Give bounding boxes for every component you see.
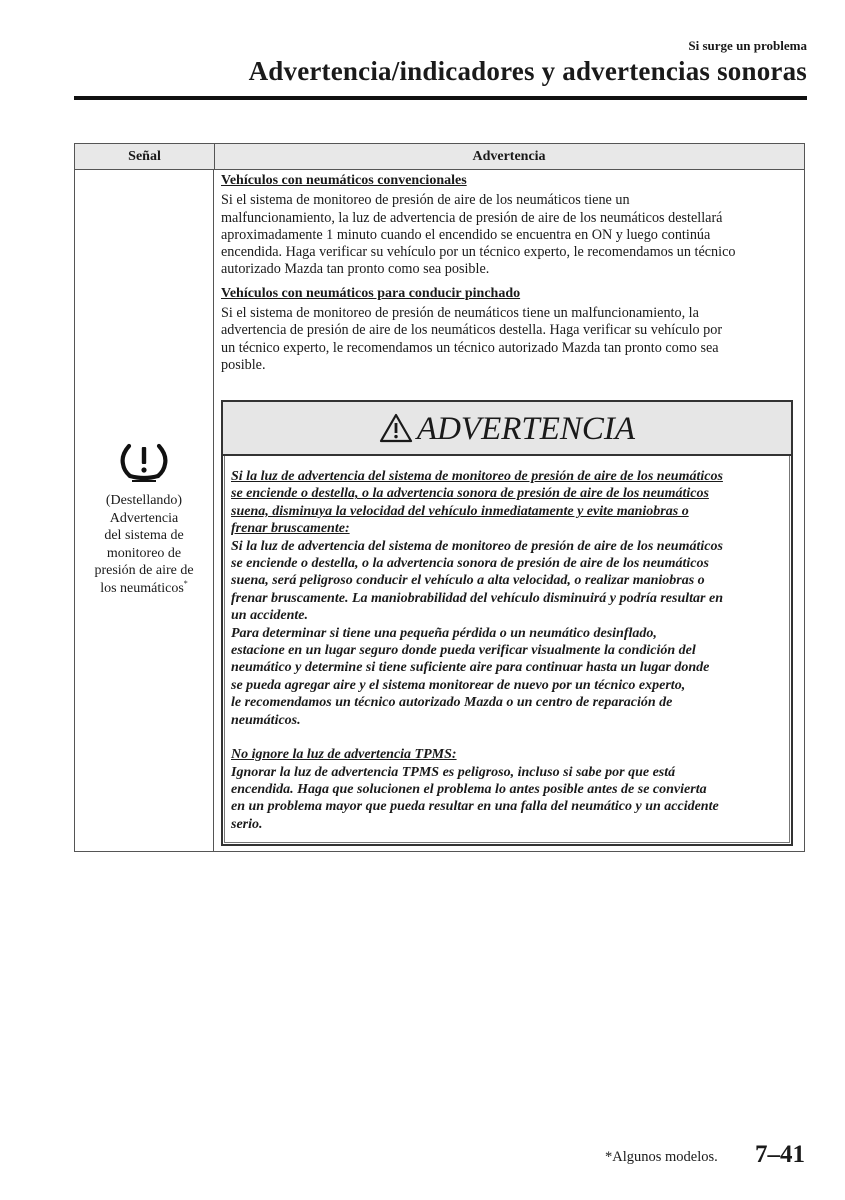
warning-body-line: suena, será peligroso conducir el vehículo a alta velocidad, o realizar maniobras o [231, 573, 705, 589]
warning-box-title [223, 409, 791, 449]
section-label: Si surge un problema [688, 38, 807, 53]
warning-body-line: Para determinar si tiene una pequeña pérdida o un neumático desinflado, [231, 625, 657, 641]
column-divider [213, 169, 214, 851]
warning-body-line: un accidente. [231, 608, 308, 624]
warning-body-line: Si la luz de advertencia del sistema de monitoreo de presión de aire de los neumáticos [231, 538, 723, 554]
paragraph-line: aproximadamente 1 minuto cuando el encendido se encuentra en ON y luego continúa [221, 226, 711, 243]
runflat-heading: Vehículos con neumáticos para conducir pinchado [221, 285, 521, 301]
warning-body-line: neumático y determine si tiene suficiente aire para continuar hasta un lugar donde [231, 660, 710, 676]
warning-body-line: se enciende o destella, o la advertencia sonora de presión de aire de los neumáticos [231, 556, 709, 572]
signal-caption-line [79, 580, 209, 598]
runflat-paragraph [221, 305, 796, 374]
paragraph-line: advertencia de presión de aire de los neumáticos destella. Haga verificar su vehículo por [221, 322, 723, 339]
warning-body-line: le recomendamos un técnico autorizado Mazda o un centro de reparación de [231, 695, 673, 711]
warning-body-line: serio. [231, 816, 263, 832]
warning-body-line: estacione en un lugar seguro donde pueda verificar visualmente la condición del [231, 643, 696, 659]
signal-caption-line: presión de aire de [94, 563, 194, 578]
paragraph-line: Si el sistema de monitoreo de presión de aire de los neumáticos tiene un [221, 192, 630, 209]
paragraph-line: encendida. Haga verificar su vehículo por un técnico experto, le recomendamos un técnico [221, 244, 736, 261]
table-header [75, 144, 804, 170]
page-number: 7–41 [755, 1141, 805, 1168]
warning-title-text: ADVERTENCIA [416, 411, 636, 447]
warning-body-line: encendida. Haga que solucionen el problema lo antes posible antes de se convierta [231, 781, 707, 797]
paragraph-line: un técnico experto, le recomendamos un técnico autorizado Mazda tan pronto como sea [221, 339, 719, 356]
col-header-signal: Señal [75, 144, 215, 169]
footnote-mark: * [183, 578, 188, 588]
warning-heading-line: Si la luz de advertencia del sistema de monitoreo de presión de aire de los neumáticos [231, 469, 723, 484]
tpms-warning-icon [119, 442, 169, 487]
warning-body-line: frenar bruscamente. La maniobrabilidad del vehículo disminuirá y podría resultar en [231, 590, 723, 606]
col-header-warning: Advertencia [472, 149, 546, 164]
signal-caption-line: monitoreo de [106, 545, 182, 561]
signal-caption-line: (Destellando) [105, 493, 183, 508]
signal-cell [75, 169, 213, 851]
warning-triangle-icon [379, 413, 413, 443]
warning-heading-line: suena, disminuya la velocidad del vehículo inmediatamente y evite maniobras o [231, 503, 689, 519]
conventional-paragraph [221, 192, 796, 278]
warning-body-line: se pueda agregar aire y el sistema monitorear de nuevo por un técnico experto, [231, 677, 686, 693]
warning-body-line: neumáticos. [231, 712, 301, 728]
signal-caption-line: Advertencia [109, 510, 179, 526]
footnote: *Algunos modelos. [605, 1149, 718, 1165]
warning-box-body [231, 468, 785, 833]
warning-body-line: Ignorar la luz de advertencia TPMS es peligroso, incluso si sabe por que está [231, 764, 676, 780]
paragraph-line: Si el sistema de monitoreo de presión de neumáticos tiene un malfuncionamiento, la [221, 305, 699, 322]
warning-table [74, 143, 805, 852]
warning-box [221, 400, 793, 846]
conventional-heading: Vehículos con neumáticos convencionales [221, 173, 467, 188]
signal-caption [79, 492, 209, 597]
warning-heading-line: se enciende o destella, o la advertencia sonora de presión de aire de los neumáticos [231, 486, 709, 502]
warning-heading-line: frenar bruscamente: [231, 521, 350, 537]
warning-cell [221, 172, 796, 380]
paragraph-line: autorizado Mazda tan pronto como sea posible. [221, 261, 490, 278]
warning-body-line: en un problema mayor que pueda resultar en una falla del neumático y un accidente [231, 799, 719, 815]
page-title: Advertencia/indicadores y advertencias sonoras [248, 56, 807, 86]
title-rule [74, 96, 807, 100]
paragraph-gap [231, 729, 785, 746]
paragraph-line: malfuncionamiento, la luz de advertencia de presión de aire de los neumáticos destellará [221, 209, 723, 226]
paragraph-line: posible. [221, 356, 266, 373]
signal-caption-text: los neumáticos [100, 580, 184, 596]
warning-heading-line: No ignore la luz de advertencia TPMS: [231, 747, 457, 763]
warning-box-header [223, 402, 791, 456]
signal-caption-line: del sistema de [104, 528, 184, 543]
